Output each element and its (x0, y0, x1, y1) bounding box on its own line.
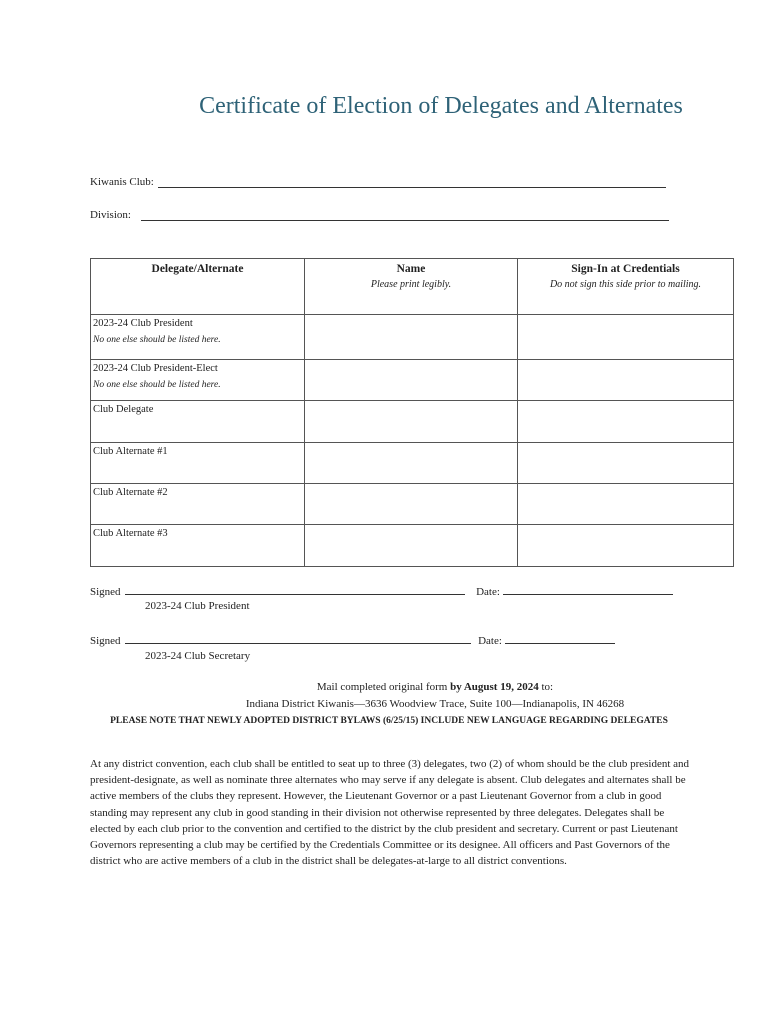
header-delegate-alternate (91, 259, 305, 315)
president-role: 2023-24 Club President (145, 600, 250, 612)
division-field (90, 209, 669, 221)
header-note: Please print legibly. (370, 279, 452, 290)
sign-in-cell[interactable] (518, 360, 734, 401)
sign-in-cell[interactable] (518, 315, 734, 360)
row-label: Club Alternate #1 (93, 446, 168, 457)
sign-in-cell[interactable] (518, 484, 734, 525)
page-title: Certificate of Election of Delegates and Alternates (199, 93, 683, 119)
row-note: No one else should be listed here. (93, 335, 221, 345)
mail-prefix: Mail completed original form (316, 681, 451, 693)
name-cell[interactable] (305, 443, 518, 484)
president-date-input[interactable] (503, 584, 673, 595)
mail-address: Indiana District Kiwanis—3636 Woodview Trace, Suite 100—Indianapolis, IN 46268 (245, 698, 625, 710)
date-label: Date: (476, 586, 500, 598)
table-header-row (91, 259, 734, 315)
table-row (91, 525, 734, 567)
table-row (91, 443, 734, 484)
delegates-table (90, 258, 734, 567)
table-row (91, 360, 734, 401)
name-cell[interactable] (305, 315, 518, 360)
row-label: Club Delegate (93, 404, 154, 415)
name-cell[interactable] (305, 401, 518, 443)
row-note: No one else should be listed here. (93, 380, 221, 390)
signed-label: Signed (90, 586, 121, 598)
row-label-cell (91, 443, 305, 484)
table-row (91, 484, 734, 525)
header-note: Do not sign this side prior to mailing. (549, 279, 702, 290)
secretary-date-input[interactable] (505, 633, 615, 644)
president-signature-input[interactable] (125, 584, 465, 595)
row-label: 2023-24 Club President (93, 318, 193, 329)
kiwanis-club-field (90, 176, 666, 188)
mail-instructions (0, 681, 770, 693)
header-label: Sign-In at Credentials (571, 263, 680, 275)
sign-in-cell[interactable] (518, 525, 734, 567)
kiwanis-club-label: Kiwanis Club: (90, 176, 154, 188)
president-signature-line (90, 584, 673, 598)
row-label-cell (91, 484, 305, 525)
kiwanis-club-input-line[interactable] (158, 177, 666, 188)
name-cell[interactable] (305, 360, 518, 401)
secretary-signature-input[interactable] (125, 633, 471, 644)
row-label-cell (91, 525, 305, 567)
signed-label: Signed (90, 635, 121, 647)
mail-deadline: by August 19, 2024 (450, 681, 539, 693)
sign-in-cell[interactable] (518, 443, 734, 484)
row-label-cell (91, 315, 305, 360)
sign-in-cell[interactable] (518, 401, 734, 443)
date-label: Date: (478, 635, 502, 647)
row-label-cell (91, 360, 305, 401)
division-input-line[interactable] (141, 210, 669, 221)
division-label: Division: (90, 209, 131, 221)
name-cell[interactable] (305, 484, 518, 525)
secretary-role: 2023-24 Club Secretary (145, 650, 251, 662)
row-label: Club Alternate #3 (93, 528, 168, 539)
header-label: Name (396, 263, 426, 275)
mail-suffix: to: (538, 681, 554, 693)
bylaws-notice: PLEASE NOTE THAT NEWLY ADOPTED DISTRICT BYLAWS (6/25/15) INCLUDE NEW LANGUAGE REGARDING DELEGATES (110, 716, 668, 726)
header-name (305, 259, 518, 315)
table-row (91, 315, 734, 360)
row-label: Club Alternate #2 (93, 487, 168, 498)
secretary-signature-line (90, 633, 615, 647)
header-sign-in (518, 259, 734, 315)
name-cell[interactable] (305, 525, 518, 567)
row-label: 2023-24 Club President-Elect (93, 363, 218, 374)
table-row (91, 401, 734, 443)
bylaws-paragraph: At any district convention, each club shall be entitled to seat up to three (3) delegates, two (2) of whom should be the club president and president-designate, as well as nominate three alternates who may serve if any delegate is absent. Club delegates and alternates shall be active members of the clubs they represent. However, the Lieutenant Governor or a past Lieutenant Governor from a club in good standing may represent any club in good standing in their division not otherwise represented by three delegates. Delegates shall be elected by each club prior to the convention and certified to the district by the club president and secretary. Current or past Lieutenant Governors representing a club may be certified by the Credentials Committee or its designee. All officers and Past Governors of the district who are active members of a club in the district shall be delegates-at-large to all district conventions. (90, 758, 690, 868)
row-label-cell (91, 401, 305, 443)
header-label: Delegate/Alternate (151, 263, 244, 275)
